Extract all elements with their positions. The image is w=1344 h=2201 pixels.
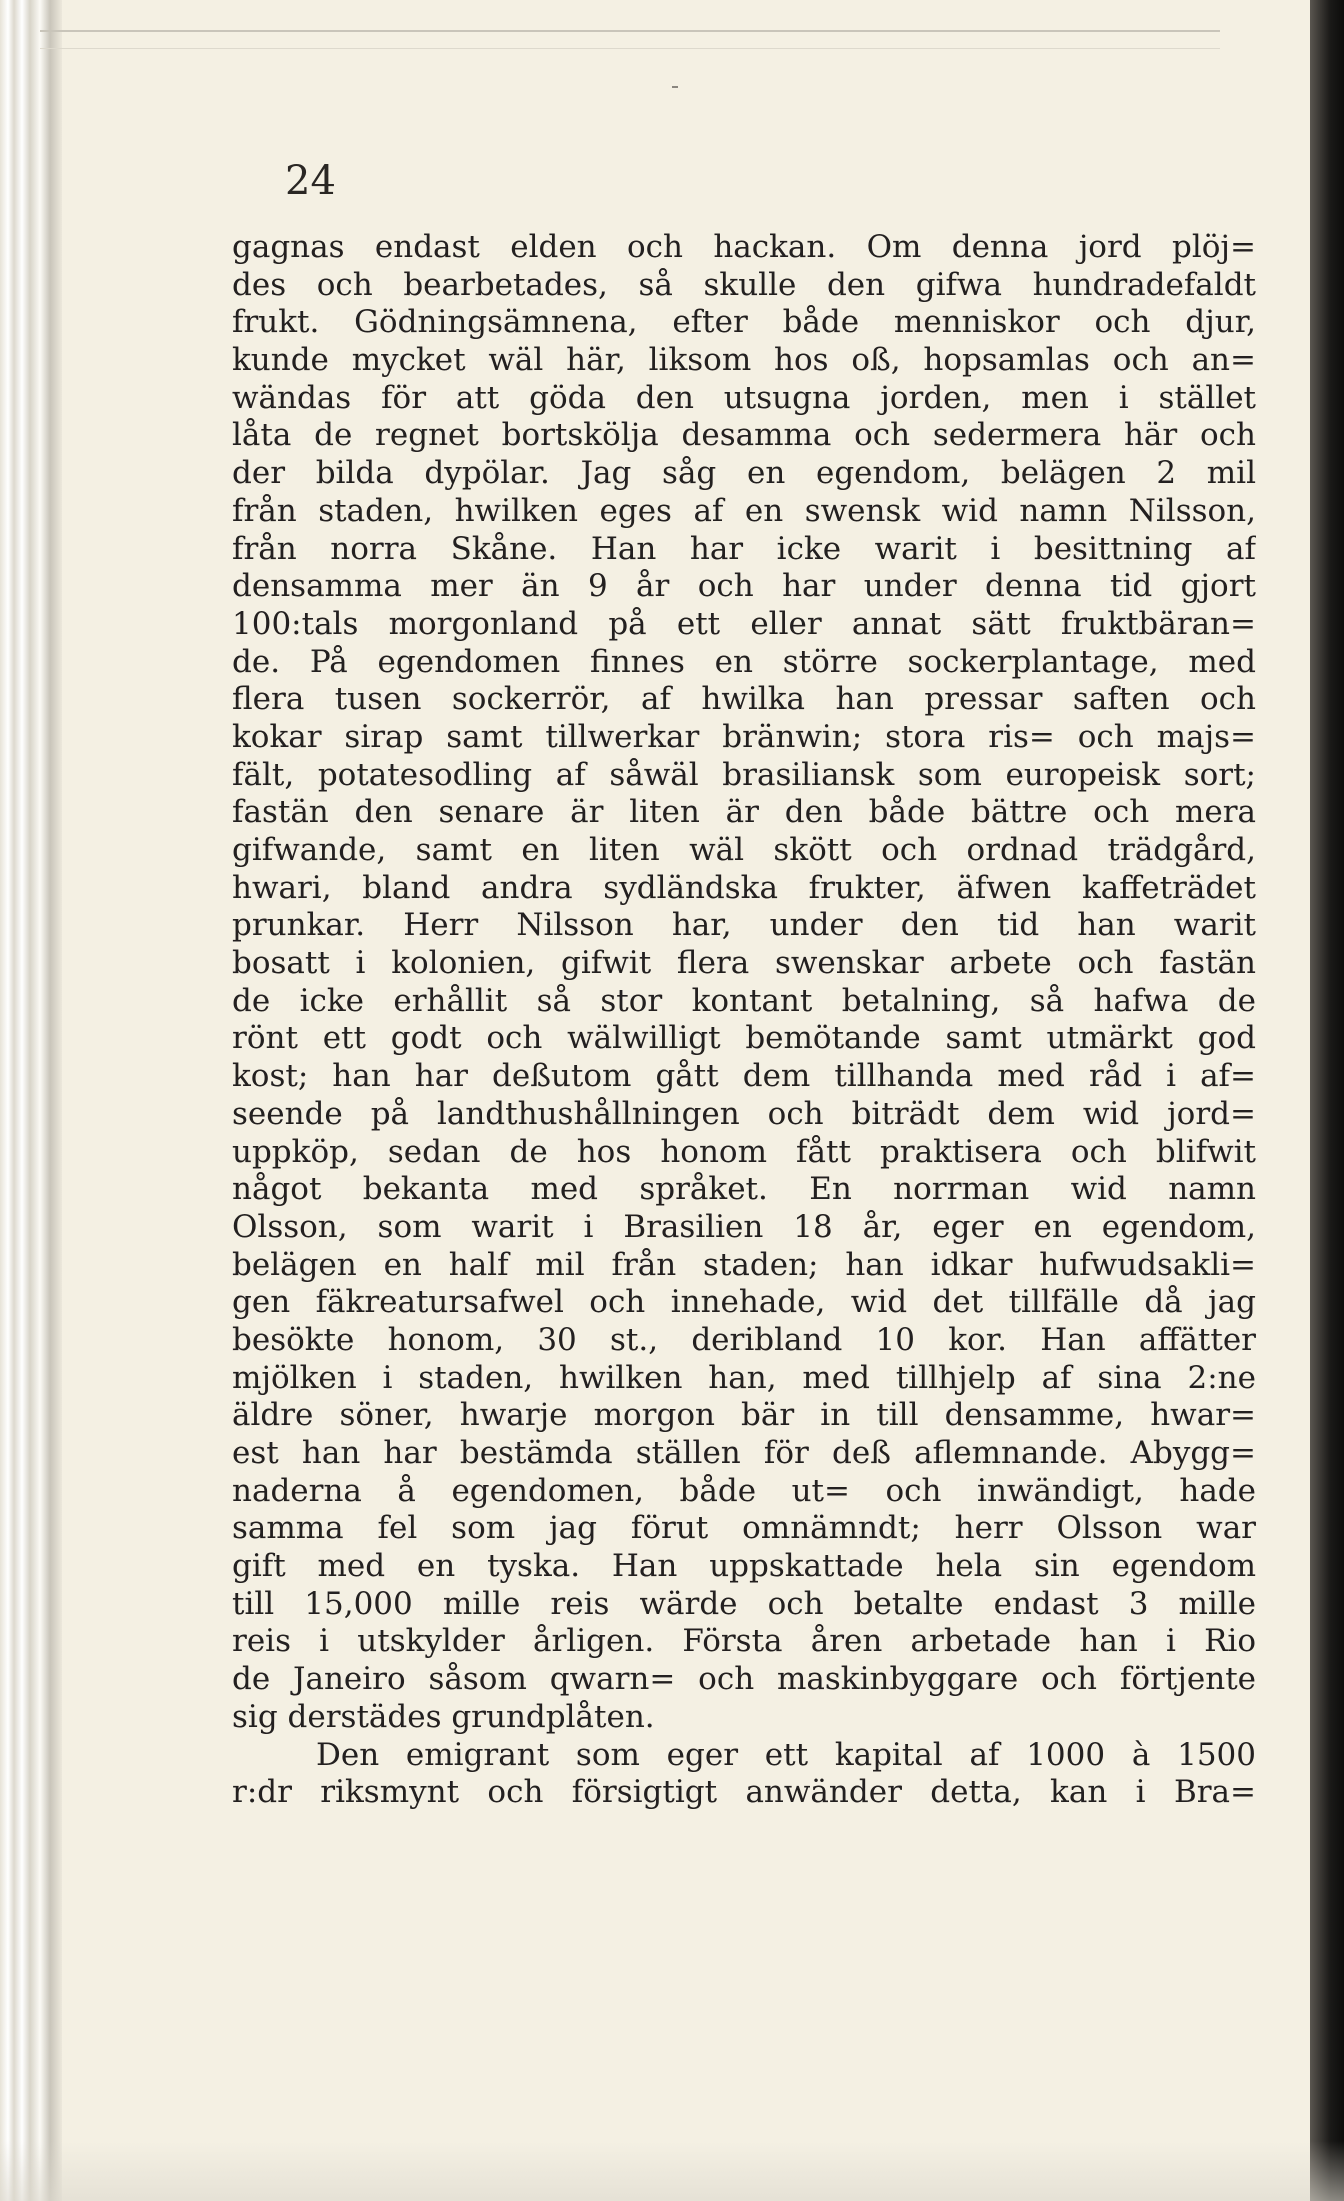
text-line: Olsson, som warit i Brasilien 18 år, eger en egendom, xyxy=(232,1208,1256,1245)
text-line: gen fäkreatursafwel och innehade, wid det tillfälle då jag xyxy=(232,1284,1256,1321)
text-line: 100:tals morgonland på ett eller annat sätt fruktbäran= xyxy=(232,605,1256,642)
text-line: der bilda dypölar. Jag såg en egendom, belägen 2 mil xyxy=(232,455,1256,492)
text-line: de icke erhållit så stor kontant betalning, så hafwa de xyxy=(232,982,1256,1019)
text-line: låta de regnet bortskölja desamma och sedermera här och xyxy=(232,417,1256,454)
text-line: från norra Skåne. Han har icke warit i besittning af xyxy=(232,530,1256,567)
page-speck xyxy=(672,86,678,88)
text-line: de Janeiro såsom qwarn= och maskinbyggare och förtjente xyxy=(232,1661,1256,1698)
body-text xyxy=(232,229,1256,1812)
text-line: Den emigrant som eger ett kapital af 1000 à 1500 xyxy=(316,1736,1256,1773)
text-line: reis i utskylder årligen. Första åren arbetade han i Rio xyxy=(232,1623,1256,1660)
text-line: samma fel som jag förut omnämndt; herr Olsson war xyxy=(232,1510,1256,1547)
text-line: sig derstädes grundplåten. xyxy=(232,1698,655,1735)
text-line: gift med en tyska. Han uppskattade hela sin egendom xyxy=(232,1548,1256,1585)
text-line: frukt. Gödningsämnena, efter både menniskor och djur, xyxy=(232,304,1256,341)
text-line: est han har bestämda ställen för deß aflemnande. Abygg= xyxy=(232,1435,1256,1471)
text-line: de. På egendomen finnes en större sockerplantage, med xyxy=(232,643,1256,680)
text-line: äldre söner, hwarje morgon bär in till densamme, hwar= xyxy=(232,1397,1256,1434)
text-line: des och bearbetades, så skulle den gifwa hundradefaldt xyxy=(232,266,1256,303)
text-line: till 15,000 mille reis wärde och betalte endast 3 mille xyxy=(232,1585,1256,1622)
text-line: belägen en half mil från staden; han idkar hufwudsakli= xyxy=(232,1246,1256,1283)
text-line: kunde mycket wäl här, liksom hos oß, hopsamlas och an= xyxy=(232,342,1256,379)
text-line: bosatt i kolonien, gifwit flera swenskar arbete och fastän xyxy=(232,945,1256,982)
text-line: r:dr riksmynt och försigtigt anwänder detta, kan i Bra= xyxy=(232,1774,1256,1811)
book-page-stack-edge xyxy=(0,0,62,2201)
text-line: wändas för att göda den utsugna jorden, men i stället xyxy=(232,379,1256,416)
text-line: från staden, hwilken eges af en swensk wid namn Nilsson, xyxy=(232,492,1256,529)
text-line: fält, potatesodling af såwäl brasiliansk som europeisk sort; xyxy=(232,756,1256,793)
book-page-top-edge xyxy=(40,30,1220,49)
text-line: kost; han har deßutom gått dem tillhanda med råd i af= xyxy=(232,1058,1256,1095)
text-line: prunkar. Herr Nilsson har, under den tid han warit xyxy=(232,907,1256,944)
page-bottom-shadow xyxy=(0,2141,1344,2201)
text-line: rönt ett godt och wälwilligt bemötande samt utmärkt god xyxy=(232,1020,1256,1057)
text-line: besökte honom, 30 st., deribland 10 kor. Han affätter xyxy=(232,1321,1256,1358)
text-line: flera tusen sockerrör, af hwilka han pressar saften och xyxy=(232,681,1256,718)
text-line: uppköp, sedan de hos honom fått praktisera och blifwit xyxy=(232,1133,1256,1170)
text-line: något bekanta med språket. En norrman wid namn xyxy=(232,1171,1256,1208)
page-number: 24 xyxy=(285,158,336,204)
text-line: seende på landthushållningen och biträdt dem wid jord= xyxy=(232,1095,1256,1132)
book-spine-shadow xyxy=(1310,0,1344,2201)
text-line: fastän den senare är liten är den både bättre och mera xyxy=(232,794,1256,831)
text-line: gifwande, samt en liten wäl skött och ordnad trädgård, xyxy=(232,832,1256,868)
text-line: kokar sirap samt tillwerkar bränwin; stora ris= och majs= xyxy=(232,718,1256,755)
text-line: gagnas endast elden och hackan. Om denna jord plöj= xyxy=(232,229,1256,265)
text-line: mjölken i staden, hwilken han, med tillhjelp af sina 2:ne xyxy=(232,1359,1256,1396)
text-line: densamma mer än 9 år och har under denna tid gjort xyxy=(232,568,1256,605)
text-line: hwari, bland andra sydländska frukter, äfwen kaffeträdet xyxy=(232,869,1256,906)
text-line: naderna å egendomen, både ut= och inwändigt, hade xyxy=(232,1472,1256,1509)
